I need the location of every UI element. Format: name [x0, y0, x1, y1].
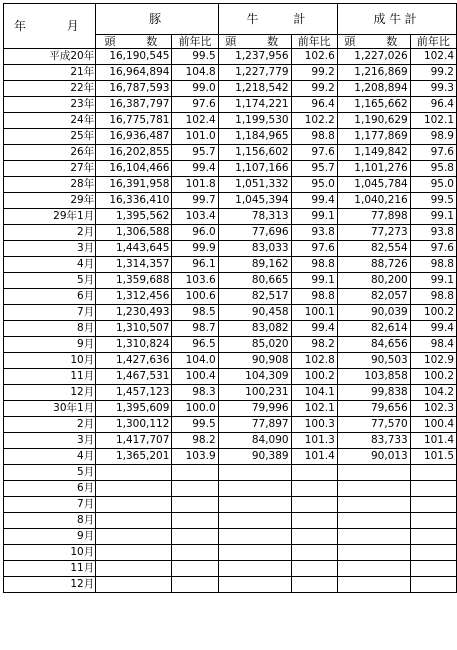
livestock-slaughter-table — [3, 3, 457, 593]
table-row — [4, 513, 457, 529]
row-label: 27年 — [4, 161, 96, 177]
header-row — [4, 4, 457, 35]
pig-ratio-cell: 95.7 — [172, 145, 218, 161]
pig-heads-cell: 16,936,487 — [96, 129, 172, 145]
pig-heads-cell: 1,395,609 — [96, 401, 172, 417]
pig-ratio-cell: 103.6 — [172, 273, 218, 289]
pig-ratio-cell — [172, 529, 218, 545]
adult-heads-cell: 82,057 — [337, 289, 410, 305]
adult-heads-cell — [337, 465, 410, 481]
pig-ratio-cell: 103.4 — [172, 209, 218, 225]
cattle-ratio-cell: 99.1 — [291, 209, 337, 225]
pig-heads-cell — [96, 529, 172, 545]
pig-ratio-cell: 99.9 — [172, 241, 218, 257]
cattle-ratio-cell — [291, 497, 337, 513]
table-row — [4, 369, 457, 385]
cattle-ratio-cell — [291, 513, 337, 529]
cattle-heads-cell: 85,020 — [218, 337, 291, 353]
pig-ratio-cell — [172, 577, 218, 593]
adult-ratio-cell: 101.4 — [410, 433, 456, 449]
pig-ratio-cell: 100.6 — [172, 289, 218, 305]
table-row — [4, 465, 457, 481]
cattle-heads-cell: 77,897 — [218, 417, 291, 433]
pig-heads-cell: 1,443,645 — [96, 241, 172, 257]
adult-heads-cell — [337, 561, 410, 577]
cattle-ratio-cell: 102.6 — [291, 49, 337, 65]
cattle-heads-cell: 84,090 — [218, 433, 291, 449]
row-label: 4月 — [4, 449, 96, 465]
pig-ratio-cell: 103.9 — [172, 449, 218, 465]
cattle-heads-cell — [218, 545, 291, 561]
cattle-ratio-cell — [291, 529, 337, 545]
pig-ratio-cell: 104.8 — [172, 65, 218, 81]
cattle-heads-cell — [218, 513, 291, 529]
row-label: 10月 — [4, 353, 96, 369]
adult-ratio-cell — [410, 465, 456, 481]
row-label: 9月 — [4, 337, 96, 353]
pig-ratio-cell — [172, 481, 218, 497]
pig-ratio-cell: 98.5 — [172, 305, 218, 321]
cattle-ratio-cell: 97.6 — [291, 145, 337, 161]
pig-ratio-cell — [172, 497, 218, 513]
row-label: 平成20年 — [4, 49, 96, 65]
cattle-heads-cell: 83,082 — [218, 321, 291, 337]
adult-heads-cell: 1,208,894 — [337, 81, 410, 97]
row-label: 21年 — [4, 65, 96, 81]
pig-group-header: 豚 — [96, 4, 218, 35]
cattle-heads-cell — [218, 481, 291, 497]
cattle-ratio-cell: 95.0 — [291, 177, 337, 193]
row-label: 5月 — [4, 465, 96, 481]
pig-heads-cell — [96, 561, 172, 577]
table-row — [4, 257, 457, 273]
pig-heads-cell: 16,787,593 — [96, 81, 172, 97]
table-row — [4, 289, 457, 305]
table-row — [4, 497, 457, 513]
cattle-ratio-cell: 100.1 — [291, 305, 337, 321]
pig-ratio-cell: 99.7 — [172, 193, 218, 209]
cattle-heads-cell: 90,389 — [218, 449, 291, 465]
pig-ratio-cell: 96.0 — [172, 225, 218, 241]
adult-heads-cell — [337, 577, 410, 593]
cattle-ratio-cell: 98.2 — [291, 337, 337, 353]
pig-ratio-header: 前年比 — [172, 35, 218, 49]
table-row — [4, 545, 457, 561]
cattle-heads-cell: 1,237,956 — [218, 49, 291, 65]
cattle-heads-cell — [218, 529, 291, 545]
row-label: 3月 — [4, 433, 96, 449]
table-row — [4, 225, 457, 241]
adult-ratio-cell — [410, 545, 456, 561]
adult-ratio-cell: 95.0 — [410, 177, 456, 193]
adult-ratio-cell: 99.2 — [410, 65, 456, 81]
row-label: 12月 — [4, 385, 96, 401]
pig-heads-cell: 16,202,855 — [96, 145, 172, 161]
row-label: 4月 — [4, 257, 96, 273]
row-label: 23年 — [4, 97, 96, 113]
pig-heads-cell: 1,230,493 — [96, 305, 172, 321]
cattle-heads-cell: 77,696 — [218, 225, 291, 241]
table-row — [4, 129, 457, 145]
table-row — [4, 81, 457, 97]
cattle-ratio-cell: 101.3 — [291, 433, 337, 449]
cattle-heads-cell — [218, 465, 291, 481]
adult-ratio-cell: 95.8 — [410, 161, 456, 177]
cattle-ratio-cell: 99.2 — [291, 65, 337, 81]
row-label: 2月 — [4, 225, 96, 241]
table-row — [4, 401, 457, 417]
pig-ratio-cell: 99.5 — [172, 49, 218, 65]
adult-heads-cell: 77,898 — [337, 209, 410, 225]
cattle-heads-cell: 1,045,394 — [218, 193, 291, 209]
cattle-heads-cell: 79,996 — [218, 401, 291, 417]
adult-cattle-group-header: 成牛計 — [337, 4, 456, 35]
cattle-heads-cell — [218, 561, 291, 577]
pig-heads-cell: 16,964,894 — [96, 65, 172, 81]
pig-heads-cell — [96, 513, 172, 529]
adult-heads-cell: 82,614 — [337, 321, 410, 337]
adult-ratio-cell: 102.3 — [410, 401, 456, 417]
adult-ratio-cell — [410, 561, 456, 577]
row-label: 11月 — [4, 561, 96, 577]
adult-heads-cell — [337, 513, 410, 529]
table-row — [4, 49, 457, 65]
livestock-table-container — [3, 3, 457, 593]
adult-heads-cell: 1,149,842 — [337, 145, 410, 161]
pig-heads-cell: 1,359,688 — [96, 273, 172, 289]
cattle-heads-cell — [218, 577, 291, 593]
table-row — [4, 321, 457, 337]
adult-ratio-cell: 99.1 — [410, 273, 456, 289]
table-row — [4, 353, 457, 369]
pig-heads-cell: 16,104,466 — [96, 161, 172, 177]
cattle-ratio-cell: 96.4 — [291, 97, 337, 113]
adult-ratio-cell: 98.4 — [410, 337, 456, 353]
adult-ratio-header: 前年比 — [410, 35, 456, 49]
cattle-heads-cell: 80,665 — [218, 273, 291, 289]
adult-ratio-cell: 99.3 — [410, 81, 456, 97]
adult-heads-cell: 1,045,784 — [337, 177, 410, 193]
cattle-heads-cell: 1,218,542 — [218, 81, 291, 97]
cattle-ratio-cell: 98.8 — [291, 257, 337, 273]
cattle-heads-cell: 1,107,166 — [218, 161, 291, 177]
adult-heads-cell: 1,165,662 — [337, 97, 410, 113]
pig-heads-cell: 16,336,410 — [96, 193, 172, 209]
cattle-ratio-cell: 99.2 — [291, 81, 337, 97]
table-row — [4, 481, 457, 497]
table-row — [4, 561, 457, 577]
table-row — [4, 209, 457, 225]
adult-heads-cell — [337, 497, 410, 513]
adult-heads-cell: 90,039 — [337, 305, 410, 321]
cattle-heads-cell: 1,227,779 — [218, 65, 291, 81]
pig-ratio-cell — [172, 561, 218, 577]
row-label: 25年 — [4, 129, 96, 145]
adult-heads-cell: 1,227,026 — [337, 49, 410, 65]
pig-heads-cell: 1,300,112 — [96, 417, 172, 433]
cattle-ratio-cell: 95.7 — [291, 161, 337, 177]
pig-ratio-cell: 96.1 — [172, 257, 218, 273]
cattle-ratio-cell: 99.1 — [291, 273, 337, 289]
row-label: 10月 — [4, 545, 96, 561]
table-row — [4, 97, 457, 113]
cattle-heads-cell: 1,156,602 — [218, 145, 291, 161]
adult-heads-cell: 79,656 — [337, 401, 410, 417]
cattle-ratio-cell: 102.8 — [291, 353, 337, 369]
adult-ratio-cell: 99.5 — [410, 193, 456, 209]
adult-ratio-cell: 98.8 — [410, 289, 456, 305]
cattle-ratio-cell: 101.4 — [291, 449, 337, 465]
row-label: 29年1月 — [4, 209, 96, 225]
cattle-heads-cell: 104,309 — [218, 369, 291, 385]
adult-ratio-cell: 99.1 — [410, 209, 456, 225]
table-row — [4, 433, 457, 449]
cattle-ratio-cell: 98.8 — [291, 129, 337, 145]
pig-ratio-cell: 97.6 — [172, 97, 218, 113]
pig-ratio-cell — [172, 465, 218, 481]
cattle-heads-cell: 1,051,332 — [218, 177, 291, 193]
row-label: 30年1月 — [4, 401, 96, 417]
adult-ratio-cell: 93.8 — [410, 225, 456, 241]
cattle-ratio-cell: 99.4 — [291, 321, 337, 337]
pig-heads-cell — [96, 481, 172, 497]
adult-ratio-cell: 97.6 — [410, 145, 456, 161]
pig-heads-cell: 1,310,507 — [96, 321, 172, 337]
row-label: 8月 — [4, 321, 96, 337]
pig-heads-cell: 1,365,201 — [96, 449, 172, 465]
adult-heads-cell: 83,733 — [337, 433, 410, 449]
row-label: 12月 — [4, 577, 96, 593]
cattle-heads-cell: 1,184,965 — [218, 129, 291, 145]
adult-heads-cell: 82,554 — [337, 241, 410, 257]
cattle-ratio-cell: 93.8 — [291, 225, 337, 241]
adult-heads-cell: 1,101,276 — [337, 161, 410, 177]
pig-ratio-cell: 100.4 — [172, 369, 218, 385]
pig-heads-cell — [96, 497, 172, 513]
adult-ratio-cell: 102.9 — [410, 353, 456, 369]
pig-ratio-cell: 99.5 — [172, 417, 218, 433]
adult-ratio-cell — [410, 497, 456, 513]
adult-ratio-cell: 98.8 — [410, 257, 456, 273]
adult-heads-header: 頭 数 — [337, 35, 410, 49]
adult-ratio-cell: 97.6 — [410, 241, 456, 257]
row-label: 2月 — [4, 417, 96, 433]
adult-heads-cell — [337, 481, 410, 497]
table-row — [4, 145, 457, 161]
adult-ratio-cell — [410, 481, 456, 497]
pig-ratio-cell: 98.2 — [172, 433, 218, 449]
pig-heads-cell: 16,387,797 — [96, 97, 172, 113]
cattle-heads-cell — [218, 497, 291, 513]
table-row — [4, 113, 457, 129]
adult-ratio-cell: 102.4 — [410, 49, 456, 65]
cattle-ratio-cell: 102.1 — [291, 401, 337, 417]
cattle-heads-cell: 78,313 — [218, 209, 291, 225]
cattle-ratio-cell: 100.3 — [291, 417, 337, 433]
adult-heads-cell: 90,013 — [337, 449, 410, 465]
adult-heads-cell — [337, 529, 410, 545]
cattle-heads-header: 頭 数 — [218, 35, 291, 49]
row-label: 5月 — [4, 273, 96, 289]
pig-heads-cell: 1,457,123 — [96, 385, 172, 401]
cattle-ratio-cell — [291, 545, 337, 561]
table-row — [4, 193, 457, 209]
adult-ratio-cell: 102.1 — [410, 113, 456, 129]
row-label: 3月 — [4, 241, 96, 257]
pig-ratio-cell: 100.0 — [172, 401, 218, 417]
pig-ratio-cell: 96.5 — [172, 337, 218, 353]
row-label: 6月 — [4, 481, 96, 497]
cattle-ratio-cell: 100.2 — [291, 369, 337, 385]
pig-ratio-cell: 98.3 — [172, 385, 218, 401]
pig-heads-cell — [96, 465, 172, 481]
pig-heads-cell: 1,417,707 — [96, 433, 172, 449]
cattle-ratio-cell — [291, 465, 337, 481]
pig-heads-cell — [96, 545, 172, 561]
adult-ratio-cell: 100.4 — [410, 417, 456, 433]
pig-ratio-cell: 99.4 — [172, 161, 218, 177]
table-row — [4, 65, 457, 81]
pig-heads-cell: 1,312,456 — [96, 289, 172, 305]
adult-ratio-cell — [410, 513, 456, 529]
pig-heads-cell: 1,427,636 — [96, 353, 172, 369]
year-month-header: 年 月 — [4, 4, 96, 49]
cattle-heads-cell: 1,174,221 — [218, 97, 291, 113]
adult-heads-cell: 77,273 — [337, 225, 410, 241]
adult-heads-cell: 1,177,869 — [337, 129, 410, 145]
pig-ratio-cell: 102.4 — [172, 113, 218, 129]
cattle-group-header: 牛 計 — [218, 4, 337, 35]
adult-heads-cell: 77,570 — [337, 417, 410, 433]
table-row — [4, 305, 457, 321]
table-row — [4, 577, 457, 593]
table-row — [4, 529, 457, 545]
table-row — [4, 417, 457, 433]
cattle-heads-cell: 90,458 — [218, 305, 291, 321]
table-row — [4, 449, 457, 465]
adult-heads-cell: 99,838 — [337, 385, 410, 401]
adult-heads-cell: 84,656 — [337, 337, 410, 353]
adult-heads-cell: 88,726 — [337, 257, 410, 273]
cattle-ratio-cell: 99.4 — [291, 193, 337, 209]
adult-ratio-cell: 100.2 — [410, 369, 456, 385]
adult-heads-cell: 80,200 — [337, 273, 410, 289]
adult-heads-cell: 1,190,629 — [337, 113, 410, 129]
pig-ratio-cell: 104.0 — [172, 353, 218, 369]
cattle-heads-cell: 100,231 — [218, 385, 291, 401]
pig-heads-cell: 1,314,357 — [96, 257, 172, 273]
row-label: 7月 — [4, 497, 96, 513]
adult-ratio-cell: 96.4 — [410, 97, 456, 113]
cattle-ratio-cell — [291, 481, 337, 497]
pig-ratio-cell — [172, 513, 218, 529]
pig-ratio-cell: 101.0 — [172, 129, 218, 145]
row-label: 22年 — [4, 81, 96, 97]
table-body — [4, 49, 457, 593]
adult-ratio-cell: 99.4 — [410, 321, 456, 337]
table-row — [4, 161, 457, 177]
adult-ratio-cell: 104.2 — [410, 385, 456, 401]
pig-heads-cell: 16,391,958 — [96, 177, 172, 193]
table-row — [4, 241, 457, 257]
adult-heads-cell: 103,858 — [337, 369, 410, 385]
table-row — [4, 337, 457, 353]
table-row — [4, 177, 457, 193]
table-row — [4, 385, 457, 401]
adult-ratio-cell: 100.2 — [410, 305, 456, 321]
cattle-heads-cell: 83,033 — [218, 241, 291, 257]
cattle-heads-cell: 82,517 — [218, 289, 291, 305]
adult-ratio-cell: 101.5 — [410, 449, 456, 465]
cattle-ratio-cell — [291, 561, 337, 577]
pig-ratio-cell: 99.0 — [172, 81, 218, 97]
cattle-ratio-header: 前年比 — [291, 35, 337, 49]
pig-heads-cell: 1,306,588 — [96, 225, 172, 241]
pig-heads-cell: 1,467,531 — [96, 369, 172, 385]
pig-ratio-cell — [172, 545, 218, 561]
row-label: 9月 — [4, 529, 96, 545]
pig-ratio-cell: 98.7 — [172, 321, 218, 337]
cattle-ratio-cell: 98.8 — [291, 289, 337, 305]
row-label: 8月 — [4, 513, 96, 529]
cattle-heads-cell: 1,199,530 — [218, 113, 291, 129]
adult-ratio-cell — [410, 577, 456, 593]
pig-heads-cell: 1,395,562 — [96, 209, 172, 225]
adult-heads-cell: 90,503 — [337, 353, 410, 369]
adult-ratio-cell: 98.9 — [410, 129, 456, 145]
row-label: 26年 — [4, 145, 96, 161]
adult-ratio-cell — [410, 529, 456, 545]
row-label: 6月 — [4, 289, 96, 305]
adult-heads-cell — [337, 545, 410, 561]
adult-heads-cell: 1,216,869 — [337, 65, 410, 81]
row-label: 11月 — [4, 369, 96, 385]
cattle-ratio-cell — [291, 577, 337, 593]
cattle-heads-cell: 90,908 — [218, 353, 291, 369]
row-label: 24年 — [4, 113, 96, 129]
cattle-ratio-cell: 97.6 — [291, 241, 337, 257]
row-label: 29年 — [4, 193, 96, 209]
pig-heads-cell — [96, 577, 172, 593]
row-label: 28年 — [4, 177, 96, 193]
cattle-ratio-cell: 104.1 — [291, 385, 337, 401]
row-label: 7月 — [4, 305, 96, 321]
pig-heads-cell: 16,775,781 — [96, 113, 172, 129]
pig-heads-cell: 16,190,545 — [96, 49, 172, 65]
table-row — [4, 273, 457, 289]
pig-heads-header: 頭 数 — [96, 35, 172, 49]
cattle-heads-cell: 89,162 — [218, 257, 291, 273]
cattle-ratio-cell: 102.2 — [291, 113, 337, 129]
adult-heads-cell: 1,040,216 — [337, 193, 410, 209]
pig-ratio-cell: 101.8 — [172, 177, 218, 193]
pig-heads-cell: 1,310,824 — [96, 337, 172, 353]
